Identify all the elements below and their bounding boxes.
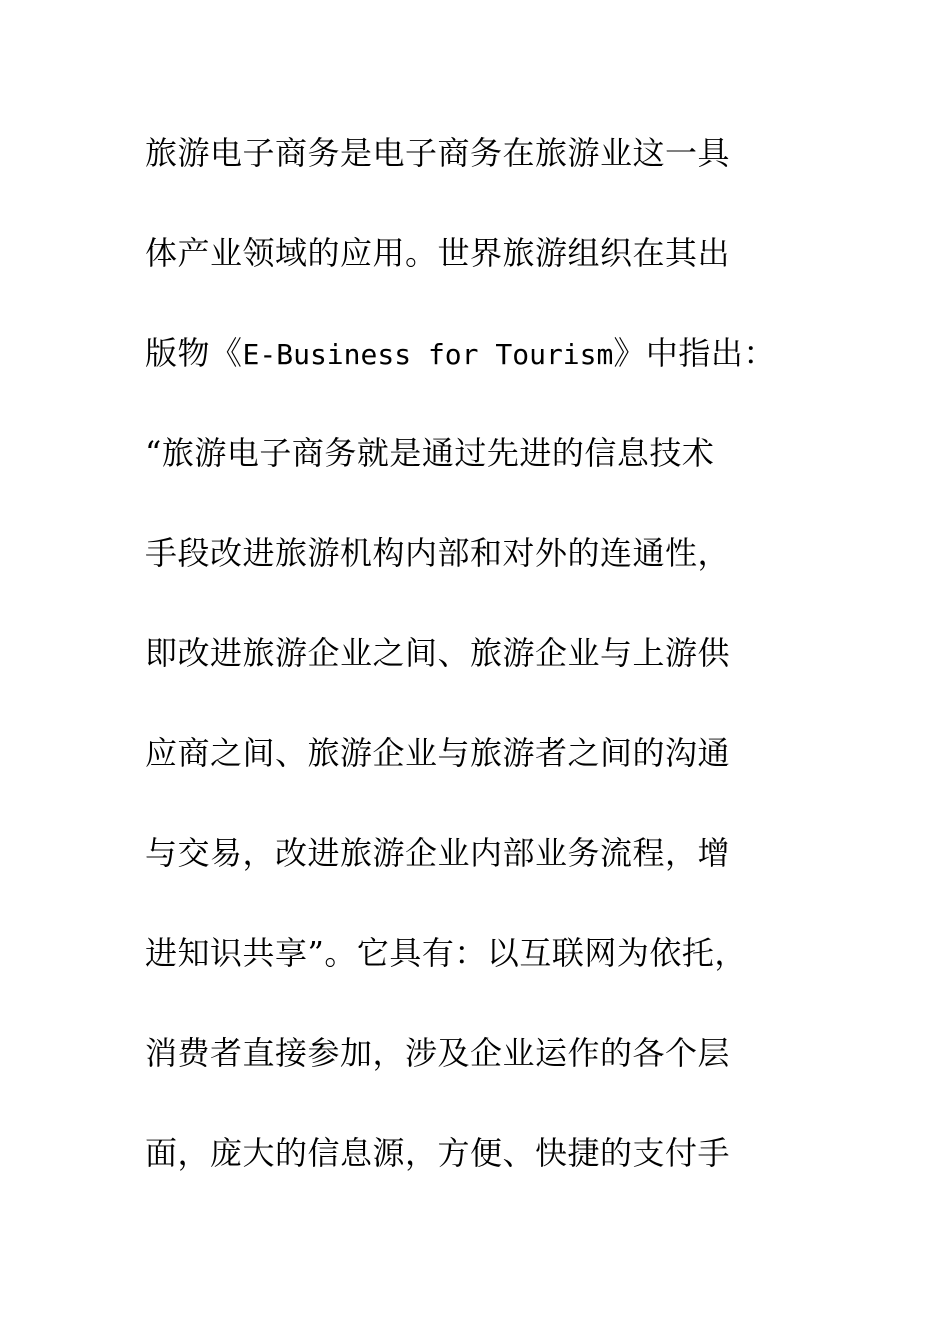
text-line-6: 即改进旅游企业之间、旅游企业与上游供	[145, 634, 731, 672]
text-line-5: 手段改进旅游机构内部和对外的连通性，	[145, 534, 731, 572]
text-line-9: 进知识共享”。它具有：以互联网为依托，	[145, 934, 747, 972]
text-line-4: “旅游电子商务就是通过先进的信息技术	[145, 434, 715, 472]
text-line-10: 消费者直接参加，涉及企业运作的各个层	[145, 1034, 731, 1072]
text-line-3-before: 版物《	[145, 334, 243, 372]
text-line-7: 应商之间、旅游企业与旅游者之间的沟通	[145, 734, 731, 772]
text-line-3-after: 》中指出：	[613, 334, 776, 372]
text-line-8: 与交易，改进旅游企业内部业务流程，增	[145, 834, 731, 872]
text-line-1: 旅游电子商务是电子商务在旅游业这一具	[145, 134, 731, 172]
text-line-3	[145, 328, 825, 428]
publication-title: E-Business for Tourism	[242, 338, 614, 371]
body-paragraph	[145, 128, 825, 1228]
text-line-11: 面，庞大的信息源，方便、快捷的支付手	[145, 1134, 731, 1172]
text-line-2: 体产业领域的应用。世界旅游组织在其出	[145, 234, 731, 272]
